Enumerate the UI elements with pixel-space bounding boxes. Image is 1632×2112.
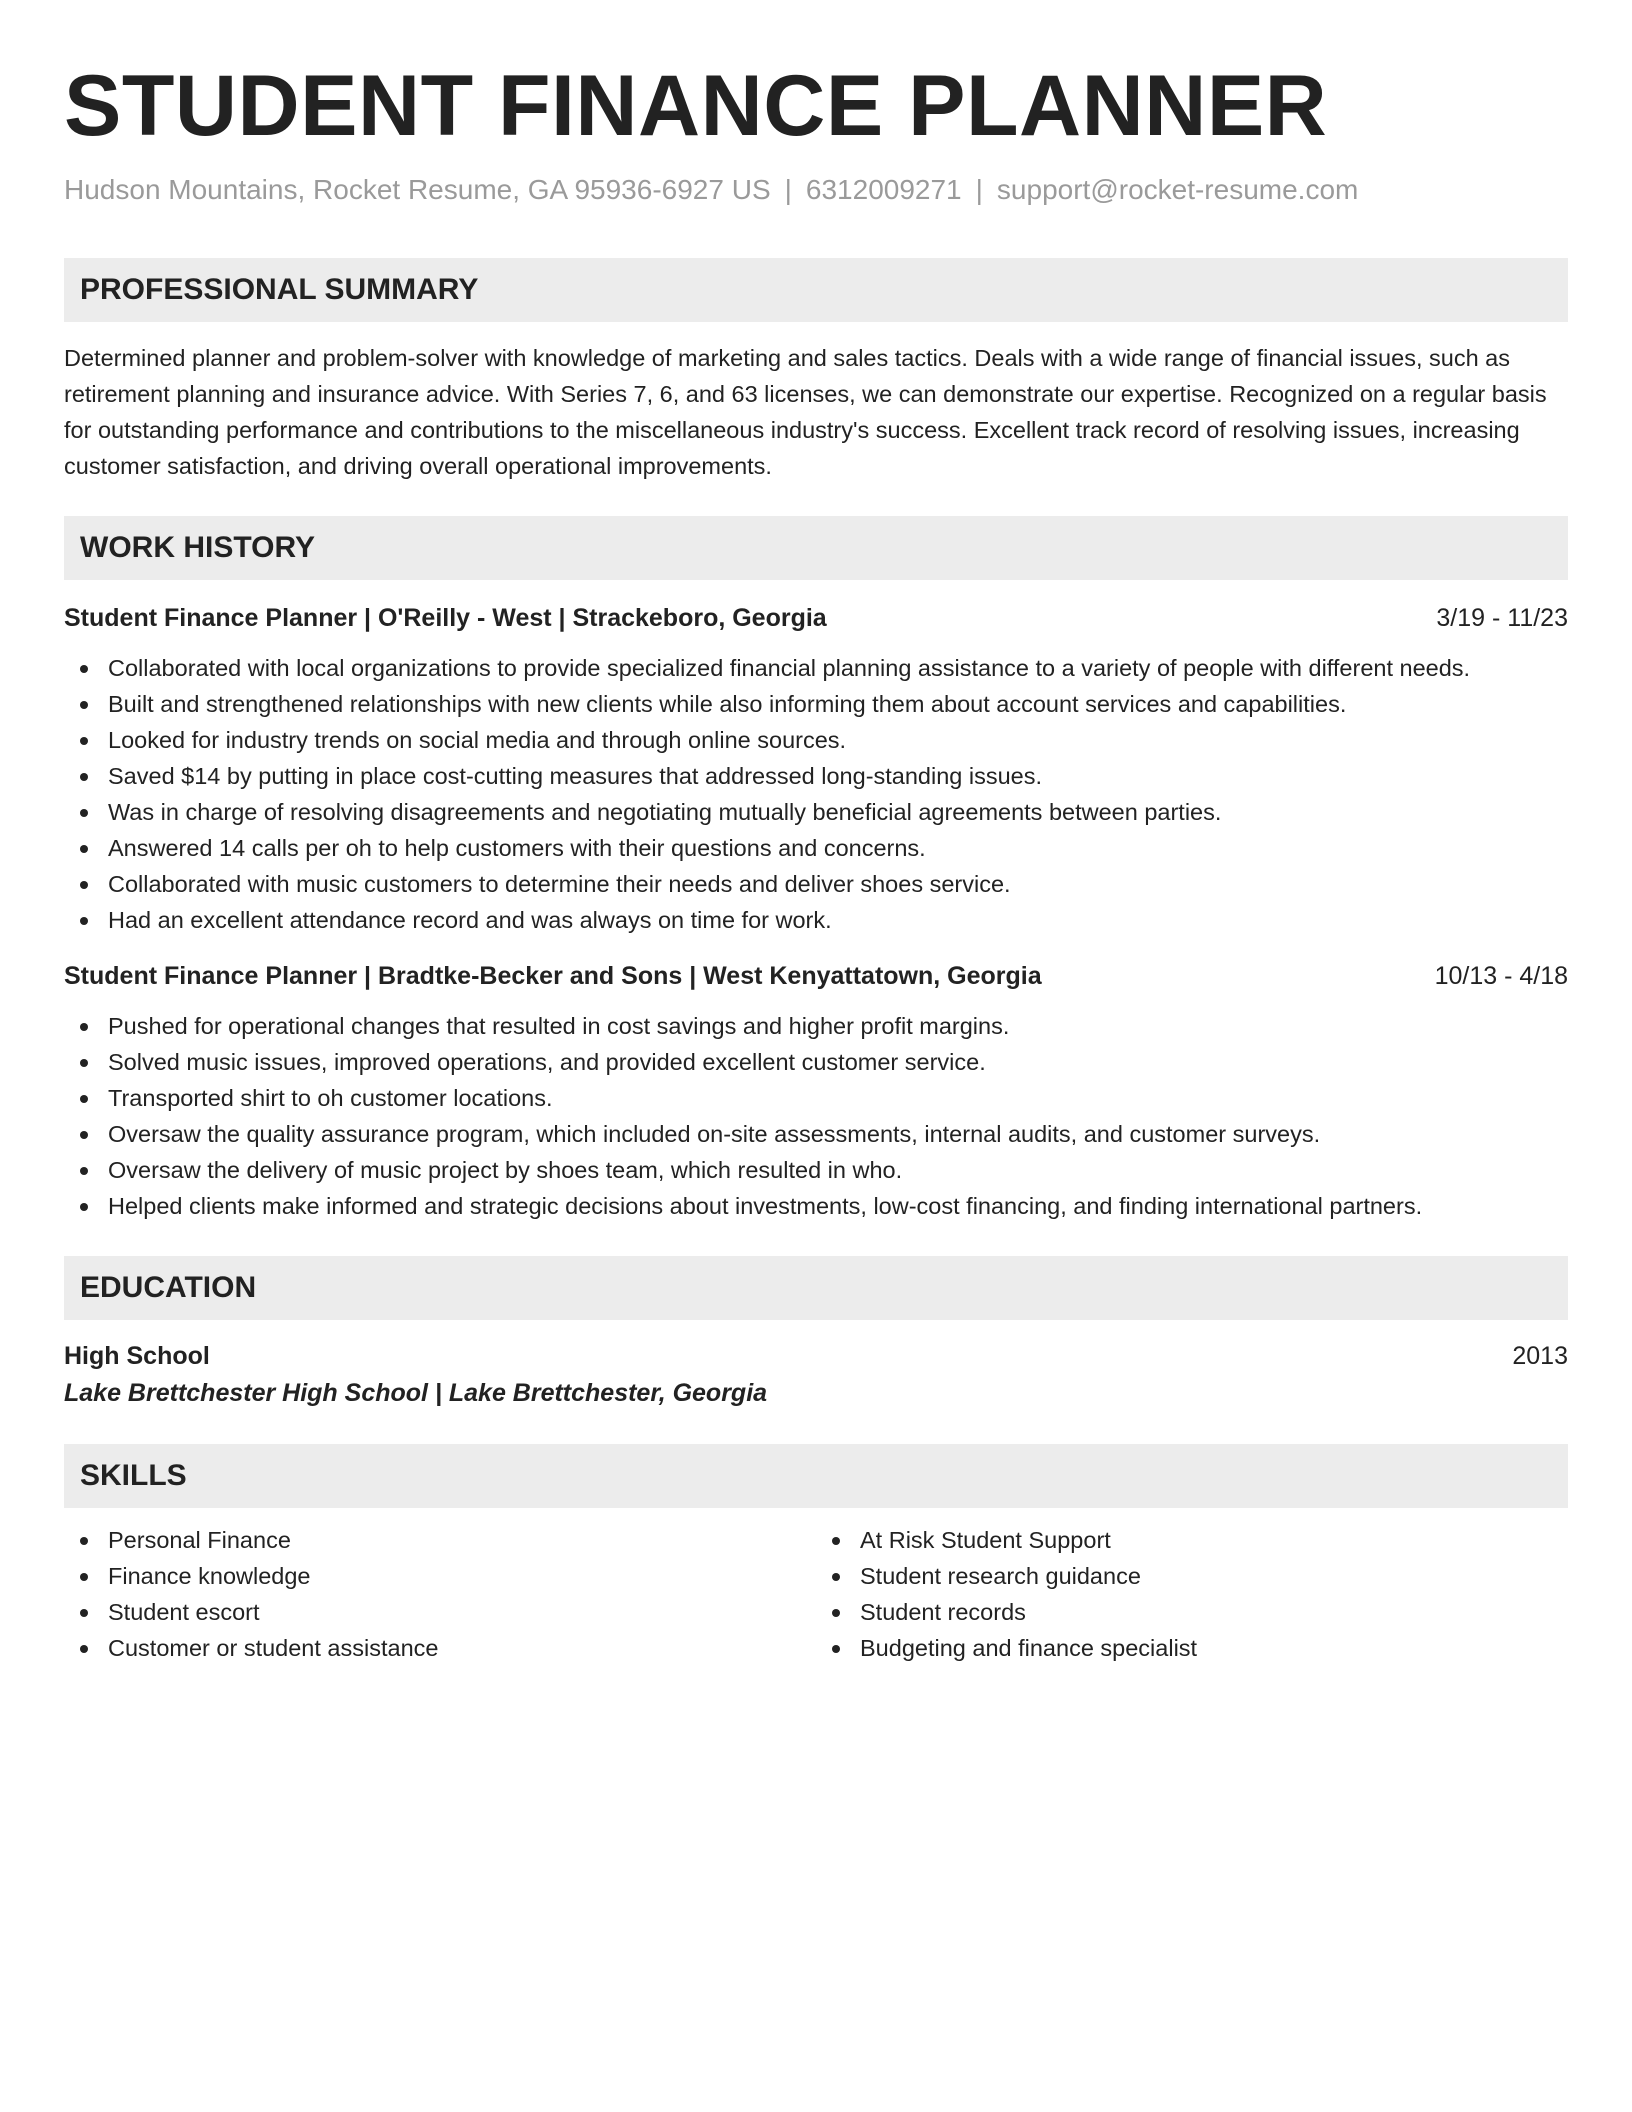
education-header [64,1338,1568,1374]
bullet-icon [80,701,88,709]
bullet-text: Collaborated with local organizations to provide specialized financial planning assistance to a variety of people with different needs. [108,655,1471,681]
job-title: Student Finance Planner | O'Reilly - West | Strackeboro, Georgia [64,604,827,632]
bullet-text: Built and strengthened relationships with new clients while also informing them about account services and capabilities. [108,691,1347,717]
skill-text: Customer or student assistance [108,1635,439,1661]
bullet-icon [80,809,88,817]
bullet-text: Helped clients make informed and strategic decisions about investments, low-cost financing, and finding international partners. [108,1193,1423,1219]
list-item [64,1558,816,1594]
bullet-icon [80,1167,88,1175]
bullet-text: Collaborated with music customers to determine their needs and deliver shoes service. [108,871,1011,897]
contact-line [64,172,1568,208]
section-header-work: WORK HISTORY [64,516,1568,580]
section-header-education: EDUCATION [64,1256,1568,1320]
job-entry [64,600,1568,938]
bullet-text: Oversaw the quality assurance program, which included on-site assessments, internal audits, and customer surveys. [108,1121,1321,1147]
list-item [64,830,1568,866]
list-item [64,1594,816,1630]
bullet-text: Solved music issues, improved operations, and provided excellent customer service. [108,1049,986,1075]
bullet-text: Pushed for operational changes that resulted in cost savings and higher profit margins. [108,1013,1010,1039]
bullet-icon [80,1537,88,1545]
bullet-icon [80,773,88,781]
skills-column-left [64,1522,816,1666]
bullet-icon [832,1537,840,1545]
bullet-text: Oversaw the delivery of music project by shoes team, which resulted in who. [108,1157,903,1183]
list-item [816,1522,1568,1558]
contact-email: support@rocket-resume.com [996,174,1359,205]
skills-list [816,1522,1568,1666]
bullet-icon [80,917,88,925]
bullet-icon [80,1023,88,1031]
job-dates: 10/13 - 4/18 [1434,962,1568,990]
skills-column-right [816,1522,1568,1666]
job-entry [64,958,1568,1224]
contact-phone: 6312009271 [805,174,962,205]
bullet-text: Had an excellent attendance record and was always on time for work. [108,907,832,933]
bullet-text: Transported shirt to oh customer locations. [108,1085,553,1111]
bullet-icon [80,845,88,853]
list-item [816,1558,1568,1594]
job-header [64,600,1568,636]
list-item [64,1008,1568,1044]
section-header-skills: SKILLS [64,1444,1568,1508]
list-item [64,722,1568,758]
bullet-icon [832,1609,840,1617]
bullet-icon [80,665,88,673]
list-item [64,866,1568,902]
skill-text: At Risk Student Support [860,1527,1111,1553]
list-item [816,1630,1568,1666]
bullet-text: Saved $14 by putting in place cost-cutting measures that addressed long-standing issues. [108,763,1043,789]
contact-separator: | [975,174,983,205]
list-item [64,1522,816,1558]
list-item [64,1630,816,1666]
job-header [64,958,1568,994]
list-item [64,650,1568,686]
bullet-icon [80,737,88,745]
list-item [64,686,1568,722]
job-bullets [64,650,1568,938]
bullet-icon [80,1095,88,1103]
section-header-summary: PROFESSIONAL SUMMARY [64,258,1568,322]
skills-grid [64,1522,1568,1666]
skill-text: Finance knowledge [108,1563,311,1589]
contact-separator: | [784,174,792,205]
skill-text: Budgeting and finance specialist [860,1635,1198,1661]
summary-text: Determined planner and problem-solver with knowledge of marketing and sales tactics. Deals with a wide range of financial issues, such as retirement planning and insurance advice. With Series 7, 6, and 63 licenses, we can demonstrate our expertise. Recognized on a regular basis for outstanding performance and contributions to the miscellaneous industry's success. Excellent track record of resolving issues, increasing customer satisfaction, and driving overall operational improvements. [64,345,1547,479]
bullet-text: Answered 14 calls per oh to help customers with their questions and concerns. [108,835,926,861]
skills-list [64,1522,816,1666]
education-school: Lake Brettchester High School | Lake Brettchester, Georgia [64,1379,768,1407]
list-item [64,1044,1568,1080]
bullet-icon [80,1609,88,1617]
bullet-icon [80,1059,88,1067]
job-dates: 3/19 - 11/23 [1436,604,1568,632]
education-degree: High School [64,1342,210,1370]
bullet-text: Looked for industry trends on social media and through online sources. [108,727,847,753]
bullet-icon [832,1645,840,1653]
skill-text: Student research guidance [860,1563,1141,1589]
skill-text: Student records [860,1599,1026,1625]
list-item [64,1152,1568,1188]
list-item [64,1080,1568,1116]
job-title: Student Finance Planner | Bradtke-Becker and Sons | West Kenyattatown, Georgia [64,962,1042,990]
list-item [816,1594,1568,1630]
bullet-icon [80,1131,88,1139]
list-item [64,758,1568,794]
list-item [64,1188,1568,1224]
bullet-icon [832,1573,840,1581]
contact-address: Hudson Mountains, Rocket Resume, GA 95936-6927 US [64,174,771,205]
list-item [64,794,1568,830]
list-item [64,902,1568,938]
skill-text: Personal Finance [108,1527,291,1553]
bullet-icon [80,881,88,889]
list-item [64,1116,1568,1152]
job-bullets [64,1008,1568,1224]
bullet-icon [80,1573,88,1581]
bullet-icon [80,1645,88,1653]
bullet-text: Was in charge of resolving disagreements and negotiating mutually beneficial agreements between parties. [108,799,1222,825]
skill-text: Student escort [108,1599,260,1625]
bullet-icon [80,1203,88,1211]
resume-name: STUDENT FINANCE PLANNER [64,58,1328,154]
education-year: 2013 [1512,1342,1568,1370]
